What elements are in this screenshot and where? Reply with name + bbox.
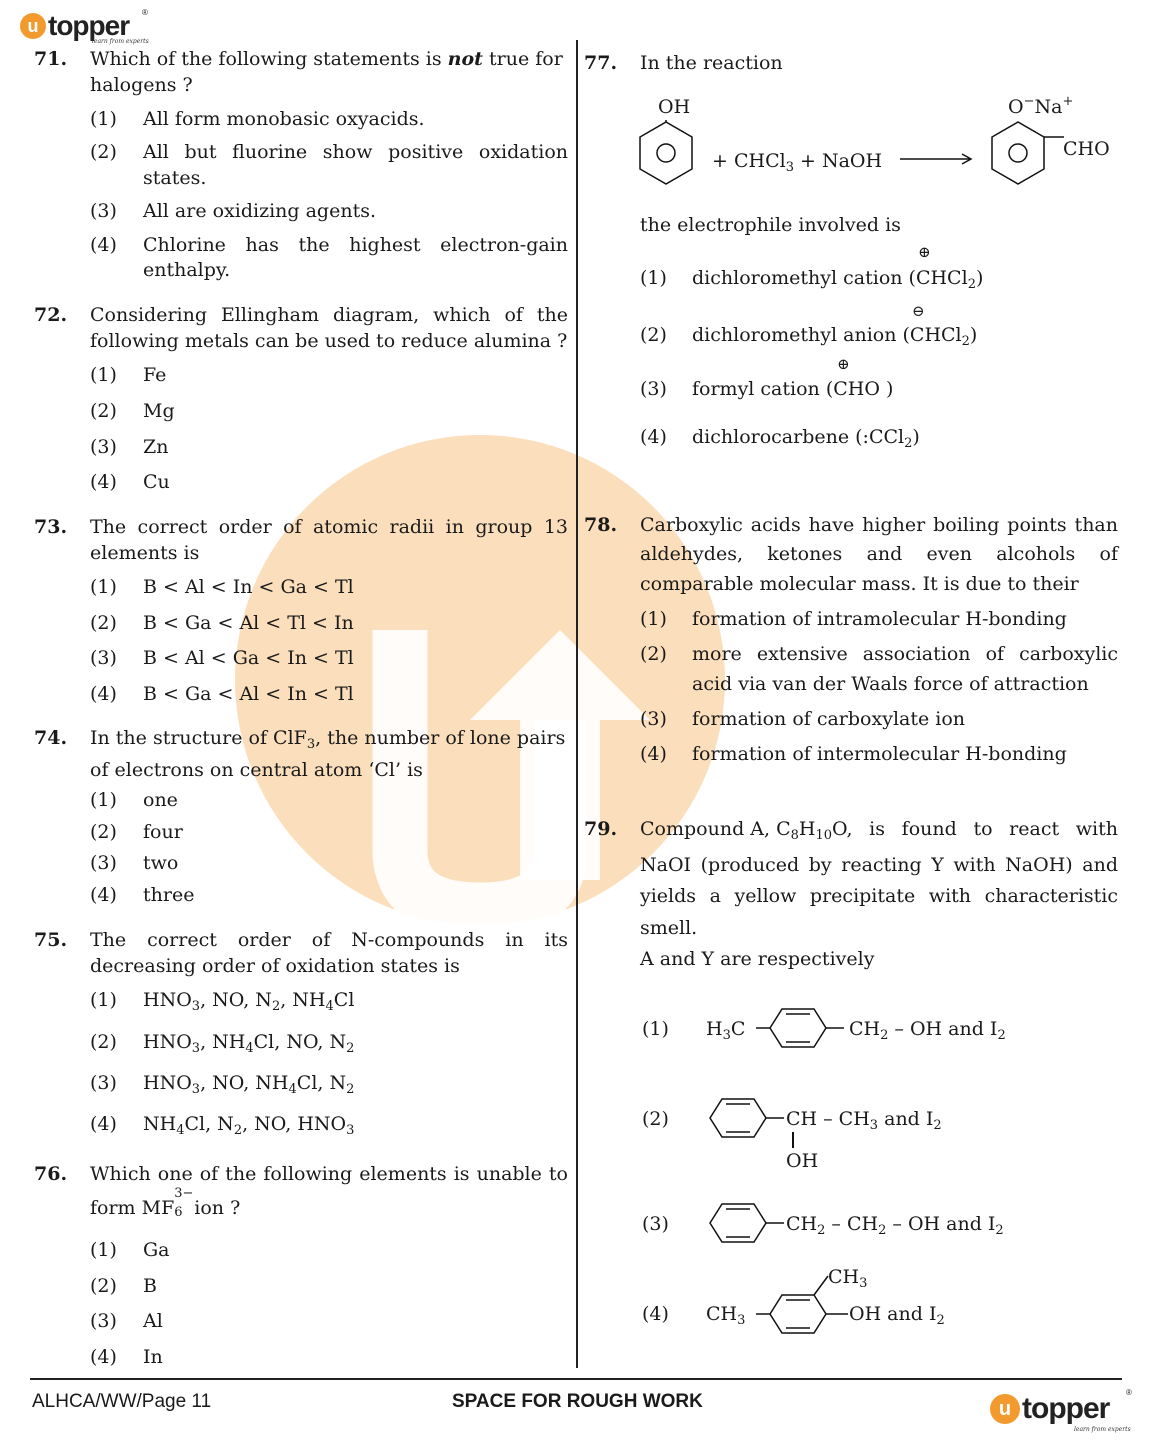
q73-opt3-num: (3) bbox=[90, 647, 117, 669]
q79-stem-line3: yields a yellow precipitate with characteristic bbox=[640, 885, 1118, 907]
q75-opt3-text: $HNO_3$, NO, $NH_4Cl$, $N_2$ bbox=[143, 1072, 355, 1097]
q76-opt3-text: Al bbox=[143, 1310, 163, 1332]
q71-stem-line2: halogens ? bbox=[90, 74, 193, 96]
q79-opt4-top: $CH_3$ bbox=[828, 1266, 868, 1291]
q79-opt1-num: (1) bbox=[642, 1018, 669, 1040]
q78-stem: Carboxylic acids have higher boiling points than bbox=[640, 514, 1118, 536]
q74-opt1-text: one bbox=[143, 789, 178, 811]
q71-opt2-text2: states. bbox=[143, 167, 207, 189]
q77-opt2-text: dichloromethyl anion (CHCl$_2$) bbox=[692, 324, 978, 349]
footer-rule bbox=[30, 1378, 1122, 1380]
q73-stem-line2: elements is bbox=[90, 542, 200, 564]
q71-opt3-num: (3) bbox=[90, 200, 117, 222]
column-divider bbox=[576, 40, 578, 1368]
q78-opt4-text: formation of intermolecular H-bonding bbox=[692, 743, 1067, 765]
q74-opt3-num: (3) bbox=[90, 852, 117, 874]
logo-mark: u bbox=[20, 13, 46, 39]
q78-stem-line2: aldehydes, ketones and even alcohols of bbox=[640, 543, 1118, 565]
q78-opt3-num: (3) bbox=[640, 708, 667, 730]
q78-opt1-num: (1) bbox=[640, 608, 667, 630]
q78-opt2-text2: acid via van der Waals force of attraction bbox=[692, 673, 1089, 695]
registered-mark: ® bbox=[142, 8, 148, 17]
q77-opt3-text: formyl cation (CHO ) bbox=[692, 378, 894, 400]
q79-opt3-right: $CH_2 - CH_2$ – OH and $I_2$ bbox=[786, 1213, 1004, 1238]
product-benzene-ring bbox=[988, 120, 1068, 188]
q74-opt2-text: four bbox=[143, 821, 183, 843]
q79-stem-line4: smell. bbox=[640, 917, 698, 939]
q73-opt4-text: B < Ga < Al < In < Tl bbox=[143, 683, 354, 705]
q74-opt2-num: (2) bbox=[90, 821, 117, 843]
q72-opt3-num: (3) bbox=[90, 436, 117, 458]
q77-opt2-num: (2) bbox=[640, 324, 667, 346]
q73-opt1-num: (1) bbox=[90, 576, 117, 598]
q74-stem-line2: of electrons on central atom ‘Cl’ is bbox=[90, 759, 423, 781]
q76-opt2-text: B bbox=[143, 1275, 157, 1297]
q77-opt1-text: dichloromethyl cation (CHCl$_2$) bbox=[692, 267, 984, 292]
phenol-benzene-ring bbox=[636, 120, 696, 188]
phenol-oh-label: OH bbox=[658, 96, 691, 118]
q78-opt2-text: more extensive association of carboxylic bbox=[692, 643, 1118, 665]
q79-opt1-left: $H_3C$ bbox=[706, 1018, 746, 1043]
q78-opt3-text: formation of carboxylate ion bbox=[692, 708, 966, 730]
q78-opt1-text: formation of intramolecular H-bonding bbox=[692, 608, 1067, 630]
q73-opt2-num: (2) bbox=[90, 612, 117, 634]
q71-opt1-num: (1) bbox=[90, 108, 117, 130]
q75-opt1-num: (1) bbox=[90, 989, 117, 1011]
q76-number: 76. bbox=[34, 1163, 68, 1185]
q77-opt4-num: (4) bbox=[640, 426, 667, 448]
q72-opt2-num: (2) bbox=[90, 400, 117, 422]
q76-stem-line2: form MF 3− 6 ion ? bbox=[90, 1186, 241, 1220]
q79-opt2-right: CH – $CH_3$ and $I_2$ bbox=[786, 1108, 942, 1133]
q71-opt4-num: (4) bbox=[90, 234, 117, 256]
q79-opt1-benzene-ring bbox=[756, 1005, 846, 1051]
cho-label: CHO bbox=[1063, 138, 1110, 160]
q71-stem: Which of the following statements is not true for bbox=[90, 48, 563, 70]
q72-number: 72. bbox=[34, 304, 68, 326]
q72-opt2-text: Mg bbox=[143, 400, 175, 422]
q76-opt4-num: (4) bbox=[90, 1346, 117, 1368]
q79-opt2-bond bbox=[792, 1132, 794, 1148]
q75-number: 75. bbox=[34, 929, 68, 951]
q75-opt4-num: (4) bbox=[90, 1113, 117, 1135]
q76-opt3-num: (3) bbox=[90, 1310, 117, 1332]
q72-stem: Considering Ellingham diagram, which of the bbox=[90, 304, 568, 326]
q71-opt2-num: (2) bbox=[90, 141, 117, 163]
q73-opt3-text: B < Al < Ga < In < Tl bbox=[143, 647, 354, 669]
q74-stem: In the structure of ClF$_3$, the number of lone pairs bbox=[90, 727, 566, 752]
q72-opt4-num: (4) bbox=[90, 471, 117, 493]
q72-opt4-text: Cu bbox=[143, 471, 170, 493]
q79-number: 79. bbox=[584, 818, 618, 840]
q73-opt2-text: B < Ga < Al < Tl < In bbox=[143, 612, 354, 634]
q74-opt4-text: three bbox=[143, 884, 195, 906]
q77-opt3-charge: ⊕ bbox=[837, 355, 850, 373]
q77-opt1-charge: ⊕ bbox=[918, 243, 931, 261]
q72-opt3-text: Zn bbox=[143, 436, 169, 458]
q78-opt4-num: (4) bbox=[640, 743, 667, 765]
q75-opt4-text: $NH_4Cl$, $N_2$, NO, $HNO_3$ bbox=[143, 1113, 355, 1138]
q78-opt2-num: (2) bbox=[640, 643, 667, 665]
q79-opt4-right: OH and $I_2$ bbox=[849, 1303, 945, 1328]
q76-opt1-num: (1) bbox=[90, 1239, 117, 1261]
q71-number: 71. bbox=[34, 48, 68, 70]
q77-opt1-num: (1) bbox=[640, 267, 667, 289]
q78-stem-line3: comparable molecular mass. It is due to their bbox=[640, 573, 1079, 595]
q78-number: 78. bbox=[584, 514, 618, 536]
q79-stem-line5: A and Y are respectively bbox=[640, 948, 875, 970]
q77-stem: In the reaction bbox=[640, 52, 783, 74]
q77-opt4-text: dichlorocarbene (:CCl$_2$) bbox=[692, 426, 920, 451]
logo-tagline: learn from experts bbox=[92, 38, 149, 45]
q79-opt2-num: (2) bbox=[642, 1108, 669, 1130]
q73-opt1-text: B < Al < In < Ga < Tl bbox=[143, 576, 354, 598]
phenoxide-label: O−Na+ bbox=[1008, 94, 1074, 118]
q73-number: 73. bbox=[34, 516, 68, 538]
q76-opt1-text: Ga bbox=[143, 1239, 170, 1261]
q74-opt1-num: (1) bbox=[90, 789, 117, 811]
q71-opt1-text: All form monobasic oxyacids. bbox=[143, 108, 425, 130]
q77-stem-line2: the electrophile involved is bbox=[640, 214, 901, 236]
q71-opt3-text: All are oxidizing agents. bbox=[143, 200, 377, 222]
q76-stem: Which one of the following elements is unable to bbox=[90, 1163, 568, 1185]
q71-opt4-text2: enthalpy. bbox=[143, 259, 231, 281]
page-code: ALHCA/WW/Page 11 bbox=[32, 1391, 212, 1412]
q74-opt3-text: two bbox=[143, 852, 179, 874]
q79-stem-line2: NaOI (produced by reacting Y with NaOH) and bbox=[640, 854, 1118, 876]
q77-opt2-charge: ⊖ bbox=[912, 302, 925, 320]
footer-topper-logo bbox=[990, 1392, 1109, 1426]
q79-opt2-benzene-ring bbox=[706, 1095, 786, 1141]
q79-stem: Compound A, $C_8H_{10}$ O, is found to react with bbox=[640, 818, 1118, 843]
footer-registered-mark: ® bbox=[1126, 1388, 1132, 1397]
q77-opt3-num: (3) bbox=[640, 378, 667, 400]
q79-opt3-benzene-ring bbox=[706, 1200, 786, 1246]
footer-logo-tagline: learn from experts bbox=[1074, 1426, 1131, 1433]
q75-opt1-text: $HNO_3$, NO, $N_2$, $NH_4Cl$ bbox=[143, 989, 355, 1014]
q79-opt4-num: (4) bbox=[642, 1303, 669, 1325]
q71-opt4-text: Chlorine has the highest electron-gain bbox=[143, 234, 568, 256]
q74-opt4-num: (4) bbox=[90, 884, 117, 906]
q76-opt2-num: (2) bbox=[90, 1275, 117, 1297]
q72-stem-line2: following metals can be used to reduce alumina ? bbox=[90, 330, 568, 352]
q75-opt2-num: (2) bbox=[90, 1031, 117, 1053]
q74-number: 74. bbox=[34, 727, 68, 749]
footer-logo-text: topper bbox=[1022, 1392, 1110, 1425]
q71-opt2-text: All but fluorine show positive oxidation bbox=[143, 141, 568, 163]
q75-opt3-num: (3) bbox=[90, 1072, 117, 1094]
q72-opt1-text: Fe bbox=[143, 364, 167, 386]
rough-work-label: SPACE FOR ROUGH WORK bbox=[452, 1391, 703, 1412]
q79-opt1-right: $CH_2$ – OH and $I_2$ bbox=[849, 1018, 1006, 1043]
q76-opt4-text: In bbox=[143, 1346, 163, 1368]
q75-stem-line2: decreasing order of oxidation states is bbox=[90, 955, 460, 977]
logo-text: topper bbox=[48, 10, 130, 41]
q73-opt4-num: (4) bbox=[90, 683, 117, 705]
q79-opt2-oh: OH bbox=[786, 1150, 819, 1172]
q75-stem: The correct order of N-compounds in its bbox=[90, 929, 568, 951]
reagents-text: + CHCl$_3$ + NaOH bbox=[712, 150, 883, 175]
q73-stem: The correct order of atomic radii in group 13 bbox=[90, 516, 568, 538]
q77-number: 77. bbox=[584, 52, 618, 74]
q79-opt3-num: (3) bbox=[642, 1213, 669, 1235]
footer-logo-mark: u bbox=[990, 1394, 1020, 1424]
reaction-arrow-icon bbox=[898, 150, 976, 168]
q79-opt4-left: $CH_3$ bbox=[706, 1303, 746, 1328]
q75-opt2-text: $HNO_3$, $NH_4Cl$, NO, $N_2$ bbox=[143, 1031, 355, 1056]
q72-opt1-num: (1) bbox=[90, 364, 117, 386]
